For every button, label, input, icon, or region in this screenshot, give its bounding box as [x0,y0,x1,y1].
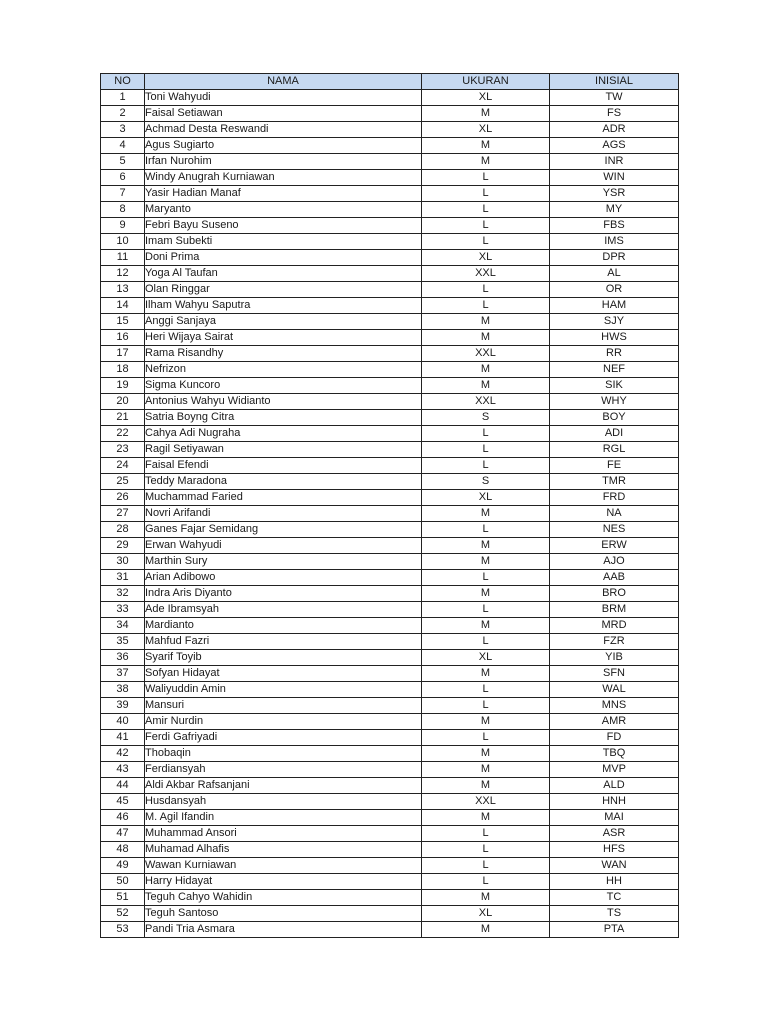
cell-nama: Muchammad Faried [145,490,422,506]
cell-no: 17 [101,346,145,362]
cell-nama: Teddy Maradona [145,474,422,490]
cell-ukuran: L [422,458,550,474]
table-row [101,506,679,522]
table-row [101,842,679,858]
cell-nama: Cahya Adi Nugraha [145,426,422,442]
cell-inisial: MY [550,202,679,218]
cell-no: 36 [101,650,145,666]
cell-inisial: AMR [550,714,679,730]
cell-nama: Febri Bayu Suseno [145,218,422,234]
cell-inisial: RR [550,346,679,362]
cell-inisial: BOY [550,410,679,426]
cell-ukuran: M [422,618,550,634]
cell-ukuran: M [422,362,550,378]
cell-inisial: AJO [550,554,679,570]
cell-inisial: NA [550,506,679,522]
cell-inisial: OR [550,282,679,298]
table-row [101,298,679,314]
cell-ukuran: L [422,842,550,858]
cell-no: 50 [101,874,145,890]
cell-no: 26 [101,490,145,506]
cell-no: 24 [101,458,145,474]
cell-ukuran: M [422,810,550,826]
cell-ukuran: M [422,762,550,778]
table-row [101,346,679,362]
cell-nama: Ganes Fajar Semidang [145,522,422,538]
cell-no: 29 [101,538,145,554]
cell-no: 52 [101,906,145,922]
cell-ukuran: S [422,410,550,426]
cell-no: 19 [101,378,145,394]
cell-no: 20 [101,394,145,410]
cell-inisial: WAN [550,858,679,874]
cell-nama: Toni Wahyudi [145,90,422,106]
cell-no: 18 [101,362,145,378]
table-row [101,474,679,490]
cell-ukuran: XXL [422,394,550,410]
table-row [101,714,679,730]
cell-nama: Antonius Wahyu Widianto [145,394,422,410]
cell-inisial: FS [550,106,679,122]
cell-ukuran: L [422,282,550,298]
table-row [101,522,679,538]
cell-no: 3 [101,122,145,138]
cell-nama: Faisal Setiawan [145,106,422,122]
cell-inisial: ADR [550,122,679,138]
cell-inisial: SJY [550,314,679,330]
cell-nama: Syarif Toyib [145,650,422,666]
cell-no: 31 [101,570,145,586]
cell-nama: Husdansyah [145,794,422,810]
cell-ukuran: L [422,698,550,714]
cell-nama: Teguh Santoso [145,906,422,922]
cell-no: 42 [101,746,145,762]
cell-inisial: AAB [550,570,679,586]
cell-inisial: HNH [550,794,679,810]
cell-nama: Mardianto [145,618,422,634]
table-row [101,570,679,586]
size-list-table [100,73,679,938]
cell-ukuran: L [422,730,550,746]
cell-no: 22 [101,426,145,442]
cell-inisial: RGL [550,442,679,458]
cell-ukuran: L [422,234,550,250]
cell-inisial: TW [550,90,679,106]
cell-inisial: NEF [550,362,679,378]
cell-nama: Ade Ibramsyah [145,602,422,618]
cell-inisial: WHY [550,394,679,410]
cell-nama: Mahfud Fazri [145,634,422,650]
cell-inisial: IMS [550,234,679,250]
cell-ukuran: M [422,506,550,522]
cell-no: 16 [101,330,145,346]
cell-no: 23 [101,442,145,458]
table-row [101,442,679,458]
cell-inisial: NES [550,522,679,538]
cell-ukuran: M [422,138,550,154]
cell-nama: Ferdiansyah [145,762,422,778]
cell-nama: Ilham Wahyu Saputra [145,298,422,314]
table-row [101,858,679,874]
cell-ukuran: M [422,586,550,602]
cell-inisial: YIB [550,650,679,666]
cell-no: 2 [101,106,145,122]
table-row [101,186,679,202]
cell-no: 43 [101,762,145,778]
table-row [101,410,679,426]
cell-nama: Arian Adibowo [145,570,422,586]
cell-inisial: MAI [550,810,679,826]
header-row [101,74,679,90]
cell-ukuran: L [422,186,550,202]
cell-ukuran: M [422,554,550,570]
cell-nama: Doni Prima [145,250,422,266]
table-row [101,890,679,906]
cell-nama: Harry Hidayat [145,874,422,890]
cell-nama: Satria Boyng Citra [145,410,422,426]
cell-no: 30 [101,554,145,570]
cell-nama: Wawan Kurniawan [145,858,422,874]
table-row [101,202,679,218]
cell-inisial: BRM [550,602,679,618]
cell-nama: Aldi Akbar Rafsanjani [145,778,422,794]
cell-inisial: ALD [550,778,679,794]
table-row [101,618,679,634]
cell-ukuran: L [422,634,550,650]
table-row [101,282,679,298]
table-row [101,122,679,138]
table-row [101,458,679,474]
table-row [101,250,679,266]
cell-no: 12 [101,266,145,282]
cell-no: 27 [101,506,145,522]
table-row [101,234,679,250]
cell-ukuran: XXL [422,346,550,362]
cell-inisial: FRD [550,490,679,506]
cell-no: 48 [101,842,145,858]
cell-nama: Mansuri [145,698,422,714]
cell-inisial: FBS [550,218,679,234]
cell-inisial: TMR [550,474,679,490]
table-row [101,538,679,554]
cell-no: 7 [101,186,145,202]
cell-inisial: ERW [550,538,679,554]
cell-ukuran: M [422,778,550,794]
cell-ukuran: XL [422,250,550,266]
cell-nama: Windy Anugrah Kurniawan [145,170,422,186]
cell-no: 4 [101,138,145,154]
cell-no: 6 [101,170,145,186]
cell-no: 15 [101,314,145,330]
table-row [101,650,679,666]
table-row [101,490,679,506]
cell-no: 10 [101,234,145,250]
cell-ukuran: M [422,330,550,346]
header-no: NO [101,74,145,90]
cell-no: 44 [101,778,145,794]
cell-no: 46 [101,810,145,826]
cell-ukuran: M [422,154,550,170]
table-row [101,906,679,922]
cell-nama: Irfan Nurohim [145,154,422,170]
cell-nama: Sigma Kuncoro [145,378,422,394]
cell-nama: Ragil Setiyawan [145,442,422,458]
cell-inisial: WIN [550,170,679,186]
cell-nama: Amir Nurdin [145,714,422,730]
cell-ukuran: M [422,714,550,730]
table-row [101,266,679,282]
cell-ukuran: L [422,602,550,618]
cell-ukuran: S [422,474,550,490]
cell-nama: Thobaqin [145,746,422,762]
cell-no: 33 [101,602,145,618]
cell-ukuran: M [422,314,550,330]
cell-no: 35 [101,634,145,650]
table-row [101,682,679,698]
cell-ukuran: M [422,922,550,938]
cell-no: 45 [101,794,145,810]
cell-ukuran: M [422,106,550,122]
cell-inisial: INR [550,154,679,170]
table-row [101,746,679,762]
cell-inisial: TS [550,906,679,922]
cell-inisial: BRO [550,586,679,602]
cell-nama: Novri Arifandi [145,506,422,522]
cell-ukuran: XL [422,906,550,922]
table-row [101,378,679,394]
cell-nama: Teguh Cahyo Wahidin [145,890,422,906]
cell-ukuran: M [422,666,550,682]
cell-ukuran: L [422,858,550,874]
cell-inisial: FD [550,730,679,746]
cell-no: 13 [101,282,145,298]
table-row [101,794,679,810]
cell-ukuran: XL [422,650,550,666]
cell-no: 37 [101,666,145,682]
cell-nama: Rama Risandhy [145,346,422,362]
table-row [101,874,679,890]
cell-nama: Anggi Sanjaya [145,314,422,330]
cell-no: 5 [101,154,145,170]
cell-ukuran: L [422,170,550,186]
table-row [101,154,679,170]
cell-ukuran: M [422,890,550,906]
cell-nama: Indra Aris Diyanto [145,586,422,602]
cell-inisial: ASR [550,826,679,842]
cell-inisial: HWS [550,330,679,346]
cell-no: 32 [101,586,145,602]
cell-ukuran: L [422,202,550,218]
cell-no: 21 [101,410,145,426]
table-row [101,362,679,378]
cell-no: 41 [101,730,145,746]
table-row [101,826,679,842]
table-row [101,314,679,330]
table-row [101,698,679,714]
cell-nama: Sofyan Hidayat [145,666,422,682]
cell-inisial: ADI [550,426,679,442]
table-row [101,170,679,186]
cell-ukuran: L [422,874,550,890]
cell-ukuran: L [422,570,550,586]
cell-nama: Ferdi Gafriyadi [145,730,422,746]
cell-ukuran: L [422,826,550,842]
cell-inisial: MRD [550,618,679,634]
cell-nama: Olan Ringgar [145,282,422,298]
cell-inisial: HFS [550,842,679,858]
table-row [101,426,679,442]
cell-no: 9 [101,218,145,234]
cell-inisial: MNS [550,698,679,714]
cell-inisial: HH [550,874,679,890]
cell-nama: Maryanto [145,202,422,218]
cell-no: 38 [101,682,145,698]
cell-no: 14 [101,298,145,314]
cell-nama: Yasir Hadian Manaf [145,186,422,202]
table-row [101,106,679,122]
table-row [101,778,679,794]
cell-no: 49 [101,858,145,874]
cell-ukuran: XL [422,122,550,138]
cell-ukuran: L [422,442,550,458]
table-row [101,810,679,826]
table-row [101,762,679,778]
cell-ukuran: L [422,682,550,698]
cell-ukuran: L [422,426,550,442]
cell-ukuran: XL [422,490,550,506]
table-body [101,90,679,938]
cell-inisial: SIK [550,378,679,394]
table-row [101,730,679,746]
cell-nama: Yoga Al Taufan [145,266,422,282]
cell-nama: Imam Subekti [145,234,422,250]
cell-nama: Waliyuddin Amin [145,682,422,698]
cell-no: 39 [101,698,145,714]
cell-inisial: TBQ [550,746,679,762]
cell-ukuran: M [422,538,550,554]
cell-nama: Agus Sugiarto [145,138,422,154]
cell-no: 8 [101,202,145,218]
table-row [101,554,679,570]
cell-nama: M. Agil Ifandin [145,810,422,826]
cell-inisial: FZR [550,634,679,650]
cell-ukuran: XXL [422,794,550,810]
cell-inisial: AL [550,266,679,282]
cell-inisial: DPR [550,250,679,266]
table-row [101,394,679,410]
cell-inisial: AGS [550,138,679,154]
cell-nama: Heri Wijaya Sairat [145,330,422,346]
cell-inisial: TC [550,890,679,906]
cell-nama: Faisal Efendi [145,458,422,474]
cell-inisial: YSR [550,186,679,202]
cell-ukuran: L [422,218,550,234]
cell-nama: Pandi Tria Asmara [145,922,422,938]
cell-no: 11 [101,250,145,266]
cell-nama: Muhammad Ansori [145,826,422,842]
cell-ukuran: XXL [422,266,550,282]
cell-no: 40 [101,714,145,730]
cell-no: 1 [101,90,145,106]
table-row [101,602,679,618]
cell-inisial: MVP [550,762,679,778]
header-ukuran: UKURAN [422,74,550,90]
cell-nama: Achmad Desta Reswandi [145,122,422,138]
cell-ukuran: M [422,378,550,394]
cell-nama: Nefrizon [145,362,422,378]
cell-ukuran: XL [422,90,550,106]
cell-inisial: FE [550,458,679,474]
table-row [101,586,679,602]
cell-nama: Marthin Sury [145,554,422,570]
cell-ukuran: M [422,746,550,762]
cell-ukuran: L [422,298,550,314]
table-row [101,330,679,346]
cell-inisial: SFN [550,666,679,682]
table-row [101,922,679,938]
table-row [101,218,679,234]
cell-nama: Erwan Wahyudi [145,538,422,554]
cell-inisial: HAM [550,298,679,314]
table-row [101,138,679,154]
table-row [101,666,679,682]
cell-no: 25 [101,474,145,490]
table-row [101,90,679,106]
cell-nama: Muhamad Alhafis [145,842,422,858]
header-inisial: INISIAL [550,74,679,90]
cell-no: 34 [101,618,145,634]
cell-ukuran: L [422,522,550,538]
table-row [101,634,679,650]
cell-no: 47 [101,826,145,842]
cell-inisial: PTA [550,922,679,938]
cell-no: 53 [101,922,145,938]
cell-no: 51 [101,890,145,906]
cell-inisial: WAL [550,682,679,698]
cell-no: 28 [101,522,145,538]
header-nama: NAMA [145,74,422,90]
